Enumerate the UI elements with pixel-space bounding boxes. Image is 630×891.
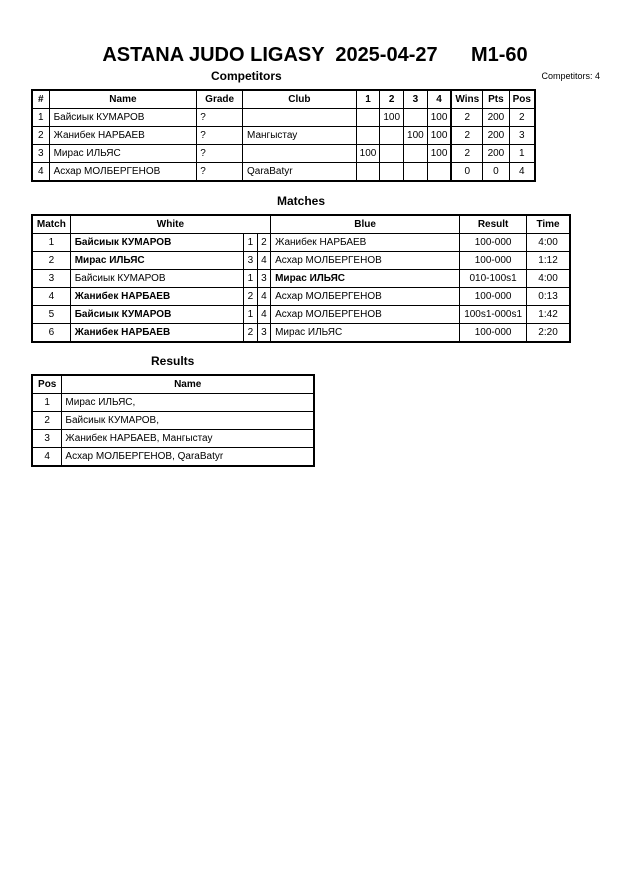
competitors-table bbox=[31, 89, 536, 182]
competitor-position: 3 bbox=[509, 127, 535, 145]
match-time: 2:20 bbox=[527, 324, 570, 343]
col-header: Pos bbox=[32, 375, 62, 394]
blue-player-number: 3 bbox=[257, 324, 270, 343]
col-header: Pts bbox=[483, 90, 509, 109]
competitors-header-row bbox=[32, 90, 535, 109]
competitor-club bbox=[243, 109, 357, 127]
competitor-points: 200 bbox=[483, 109, 509, 127]
match-row bbox=[32, 306, 570, 324]
competitor-points: 0 bbox=[483, 163, 509, 182]
competitor-club: QaraBatyr bbox=[243, 163, 357, 182]
match-number: 6 bbox=[32, 324, 70, 343]
score-cell: 100 bbox=[427, 127, 451, 145]
match-time: 0:13 bbox=[527, 288, 570, 306]
competitor-club: Мангыстау bbox=[243, 127, 357, 145]
match-time: 1:42 bbox=[527, 306, 570, 324]
competitor-number: 2 bbox=[32, 127, 49, 145]
score-cell bbox=[404, 109, 428, 127]
competitor-position: 1 bbox=[509, 145, 535, 163]
competitor-row bbox=[32, 127, 535, 145]
white-player: Байсиык КУМАРОВ bbox=[70, 306, 244, 324]
match-result: 100-000 bbox=[460, 234, 527, 252]
score-cell: 100 bbox=[380, 109, 404, 127]
competitor-wins: 2 bbox=[451, 145, 482, 163]
match-time: 4:00 bbox=[527, 270, 570, 288]
match-result: 010-100s1 bbox=[460, 270, 527, 288]
col-header: White bbox=[70, 215, 270, 234]
blue-player-number: 4 bbox=[257, 288, 270, 306]
blue-player: Мирас ИЛЬЯС bbox=[271, 270, 460, 288]
match-result: 100s1-000s1 bbox=[460, 306, 527, 324]
col-header: Wins bbox=[451, 90, 482, 109]
result-row bbox=[32, 394, 314, 412]
results-header-row bbox=[32, 375, 314, 394]
match-time: 4:00 bbox=[527, 234, 570, 252]
match-row bbox=[32, 288, 570, 306]
result-position: 3 bbox=[32, 430, 62, 448]
col-header: # bbox=[32, 90, 49, 109]
score-cell bbox=[356, 163, 380, 182]
blue-player-number: 4 bbox=[257, 252, 270, 270]
result-row bbox=[32, 430, 314, 448]
white-player: Жанибек НАРБАЕВ bbox=[70, 288, 244, 306]
blue-player: Асхар МОЛБЕРГЕНОВ bbox=[271, 252, 460, 270]
competitor-grade: ? bbox=[197, 163, 243, 182]
result-name: Асхар МОЛБЕРГЕНОВ, QaraBatyr bbox=[62, 448, 314, 467]
col-header: Pos bbox=[509, 90, 535, 109]
col-header: Name bbox=[49, 90, 197, 109]
score-cell bbox=[380, 127, 404, 145]
competitors-count: Competitors: 4 bbox=[541, 71, 600, 81]
competitor-row bbox=[32, 145, 535, 163]
col-header: Name bbox=[62, 375, 314, 394]
blue-player-number: 4 bbox=[257, 306, 270, 324]
competitor-position: 2 bbox=[509, 109, 535, 127]
match-row bbox=[32, 234, 570, 252]
competitor-number: 1 bbox=[32, 109, 49, 127]
competitor-row bbox=[32, 163, 535, 182]
result-position: 4 bbox=[32, 448, 62, 467]
matches-heading: Matches bbox=[277, 194, 326, 208]
match-number: 2 bbox=[32, 252, 70, 270]
competitor-name: Байсиык КУМАРОВ bbox=[49, 109, 197, 127]
match-result: 100-000 bbox=[460, 324, 527, 343]
col-header: Result bbox=[460, 215, 527, 234]
competitors-heading: Competitors bbox=[211, 69, 282, 83]
blue-player-number: 3 bbox=[257, 270, 270, 288]
result-position: 1 bbox=[32, 394, 62, 412]
match-time: 1:12 bbox=[527, 252, 570, 270]
score-cell: 100 bbox=[427, 109, 451, 127]
competitor-club bbox=[243, 145, 357, 163]
col-header: 4 bbox=[427, 90, 451, 109]
col-header: 1 bbox=[356, 90, 380, 109]
white-player: Байсиык КУМАРОВ bbox=[70, 270, 244, 288]
competitor-points: 200 bbox=[483, 127, 509, 145]
blue-player: Мирас ИЛЬЯС bbox=[271, 324, 460, 343]
blue-player: Асхар МОЛБЕРГЕНОВ bbox=[271, 288, 460, 306]
score-cell: 100 bbox=[404, 127, 428, 145]
match-row bbox=[32, 252, 570, 270]
competitor-wins: 0 bbox=[451, 163, 482, 182]
page-title: ASTANA JUDO LIGASY 2025-04-27 M1-60 bbox=[102, 44, 528, 66]
matches-header-row bbox=[32, 215, 570, 234]
score-cell bbox=[380, 163, 404, 182]
competitor-position: 4 bbox=[509, 163, 535, 182]
score-cell: 100 bbox=[356, 145, 380, 163]
competitor-name: Мирас ИЛЬЯС bbox=[49, 145, 197, 163]
white-player: Жанибек НАРБАЕВ bbox=[70, 324, 244, 343]
col-header: Blue bbox=[271, 215, 460, 234]
results-table bbox=[31, 374, 315, 467]
match-number: 4 bbox=[32, 288, 70, 306]
competitor-points: 200 bbox=[483, 145, 509, 163]
score-cell: 100 bbox=[427, 145, 451, 163]
competitor-wins: 2 bbox=[451, 127, 482, 145]
competitor-grade: ? bbox=[197, 127, 243, 145]
match-row bbox=[32, 270, 570, 288]
match-result: 100-000 bbox=[460, 288, 527, 306]
col-header: 3 bbox=[404, 90, 428, 109]
white-player-number: 2 bbox=[244, 288, 257, 306]
blue-player-number: 2 bbox=[257, 234, 270, 252]
white-player-number: 1 bbox=[244, 270, 257, 288]
matches-table bbox=[31, 214, 571, 343]
col-header: Time bbox=[527, 215, 570, 234]
white-player: Байсиык КУМАРОВ bbox=[70, 234, 244, 252]
col-header: Match bbox=[32, 215, 70, 234]
white-player: Мирас ИЛЬЯС bbox=[70, 252, 244, 270]
match-number: 3 bbox=[32, 270, 70, 288]
white-player-number: 3 bbox=[244, 252, 257, 270]
match-number: 5 bbox=[32, 306, 70, 324]
score-cell bbox=[356, 109, 380, 127]
competitor-name: Асхар МОЛБЕРГЕНОВ bbox=[49, 163, 197, 182]
result-row bbox=[32, 448, 314, 467]
match-result: 100-000 bbox=[460, 252, 527, 270]
col-header: 2 bbox=[380, 90, 404, 109]
result-name: Байсиык КУМАРОВ, bbox=[62, 412, 314, 430]
score-cell bbox=[356, 127, 380, 145]
match-number: 1 bbox=[32, 234, 70, 252]
result-row bbox=[32, 412, 314, 430]
competitor-grade: ? bbox=[197, 109, 243, 127]
competitor-number: 4 bbox=[32, 163, 49, 182]
match-row bbox=[32, 324, 570, 343]
col-header: Grade bbox=[197, 90, 243, 109]
blue-player: Жанибек НАРБАЕВ bbox=[271, 234, 460, 252]
competitor-row bbox=[32, 109, 535, 127]
competitor-name: Жанибек НАРБАЕВ bbox=[49, 127, 197, 145]
white-player-number: 1 bbox=[244, 306, 257, 324]
score-cell bbox=[404, 163, 428, 182]
result-name: Мирас ИЛЬЯС, bbox=[62, 394, 314, 412]
blue-player: Асхар МОЛБЕРГЕНОВ bbox=[271, 306, 460, 324]
competitor-grade: ? bbox=[197, 145, 243, 163]
white-player-number: 1 bbox=[244, 234, 257, 252]
score-cell bbox=[380, 145, 404, 163]
competitor-wins: 2 bbox=[451, 109, 482, 127]
white-player-number: 2 bbox=[244, 324, 257, 343]
results-heading: Results bbox=[151, 354, 195, 368]
score-cell bbox=[404, 145, 428, 163]
col-header: Club bbox=[243, 90, 357, 109]
score-cell bbox=[427, 163, 451, 182]
result-position: 2 bbox=[32, 412, 62, 430]
result-name: Жанибек НАРБАЕВ, Мангыстау bbox=[62, 430, 314, 448]
competitor-number: 3 bbox=[32, 145, 49, 163]
